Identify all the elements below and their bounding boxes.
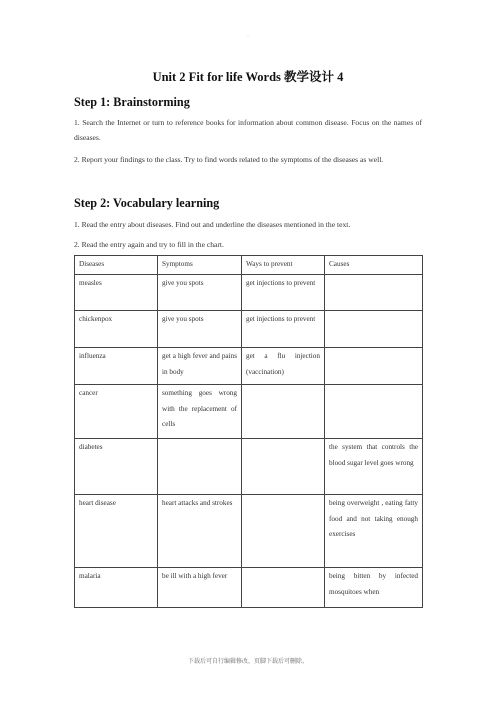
cell-symptoms: be ill with a high fever	[158, 568, 242, 608]
disease-chart-table	[74, 255, 423, 608]
cell-disease: diabetes	[75, 439, 158, 495]
cell-causes: the system that controls the blood sugar level goes wrong	[325, 439, 423, 495]
step2-heading: Step 2: Vocabulary learning	[74, 196, 220, 210]
cell-symptoms	[158, 439, 242, 495]
cell-symptoms: get a high fever and pains in body	[158, 348, 242, 385]
cell-causes	[325, 311, 423, 348]
cell-symptoms: heart attacks and strokes	[158, 495, 242, 568]
cell-causes	[325, 385, 423, 439]
cell-causes	[325, 348, 423, 385]
cell-prevention	[242, 568, 325, 608]
header-symptoms: Symptoms	[158, 256, 242, 275]
header-causes: Causes	[325, 256, 423, 275]
page-footer: 下载后可自行编辑修改，页脚下载后可删除。	[187, 658, 308, 665]
header-ways-to-prevent: Ways to prevent	[242, 256, 325, 275]
cell-prevention	[242, 385, 325, 439]
cell-disease: chickenpox	[75, 311, 158, 348]
cell-prevention: get injections to prevent	[242, 311, 325, 348]
cell-symptoms: give you spots	[158, 311, 242, 348]
cell-disease: malaria	[75, 568, 158, 608]
cell-prevention: get a flu injection (vaccination)	[242, 348, 325, 385]
table-row	[75, 275, 423, 311]
table-row	[75, 495, 423, 568]
cell-disease: heart disease	[75, 495, 158, 568]
table-row	[75, 439, 423, 495]
step1-item-1: 1. Search the Internet or turn to reference books for information about common disease. Focus on the names of diseases.	[74, 118, 422, 142]
cell-disease: measles	[75, 275, 158, 311]
cell-disease: cancer	[75, 385, 158, 439]
cell-disease: influenza	[75, 348, 158, 385]
table-row	[75, 311, 423, 348]
cell-causes: being bitten by infected mosquitoes when	[325, 568, 423, 608]
cell-causes: being overweight , eating fatty food and not taking enough exercises	[325, 495, 423, 568]
cell-symptoms: give you spots	[158, 275, 242, 311]
header-diseases: Diseases	[75, 256, 158, 275]
header-mark: ·	[247, 34, 249, 40]
step1-item-2: 2. Report your findings to the class. Try to find words related to the symptoms of the diseases as well.	[74, 155, 384, 164]
cell-prevention	[242, 495, 325, 568]
table-row	[75, 348, 423, 385]
cell-symptoms: something goes wrong with the replacement of cells	[158, 385, 242, 439]
page-title: Unit 2 Fit for life Words 教学设计 4	[152, 70, 344, 84]
step2-item-1: 1. Read the entry about diseases. Find out and underline the diseases mentioned in the text.	[74, 220, 351, 229]
step2-item-2: 2. Read the entry again and try to fill in the chart.	[74, 240, 224, 249]
step1-heading: Step 1: Brainstorming	[74, 95, 190, 109]
cell-causes	[325, 275, 423, 311]
cell-prevention: get injections to prevent	[242, 275, 325, 311]
table-header-row	[75, 256, 423, 275]
cell-prevention	[242, 439, 325, 495]
table-row	[75, 568, 423, 608]
table-row	[75, 385, 423, 439]
